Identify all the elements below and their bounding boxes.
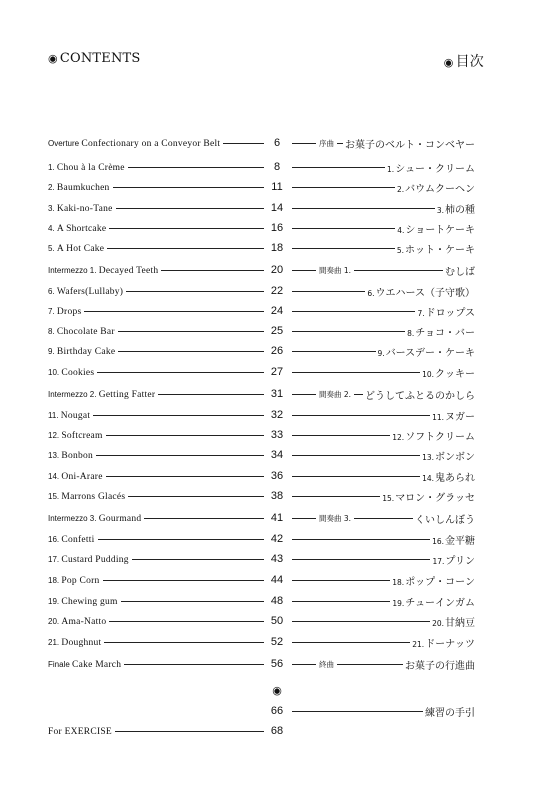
leader-line [292, 372, 420, 373]
leader-line [121, 601, 264, 602]
toc-japanese-entry [292, 177, 475, 197]
toc-english-entry [48, 425, 264, 445]
toc-english-entry [48, 133, 264, 153]
entry-title-japanese: バースデー・ケーキ [385, 347, 475, 359]
page-number: 8 [273, 161, 281, 173]
page-number: 36 [270, 470, 284, 482]
page-number: 24 [270, 305, 284, 317]
toc-japanese-entry [292, 405, 475, 425]
leader-line [292, 228, 395, 229]
entry-number: 17. [48, 554, 60, 564]
entry-title: Confetti [61, 534, 95, 545]
toc-row [0, 591, 560, 611]
section-label: 序曲 [319, 138, 334, 148]
entry-number: 13. [48, 450, 60, 460]
toc-english-entry [48, 405, 264, 425]
entry-number: 20. [432, 618, 444, 628]
leader-line [118, 351, 264, 352]
toc-row [0, 549, 560, 569]
entry-title: Pop Corn [61, 575, 100, 586]
toc-row [0, 721, 560, 741]
entry-number: 7. [417, 308, 425, 318]
toc-row [0, 529, 560, 549]
toc-english-entry [48, 529, 264, 549]
toc-japanese-entry [292, 721, 475, 741]
toc-row [0, 177, 560, 197]
leader-line [84, 311, 264, 312]
toc-japanese-entry [292, 341, 475, 361]
entry-number: 3. [436, 205, 444, 215]
entry-title: Birthday Cake [56, 346, 116, 357]
leader-line [109, 228, 264, 229]
entry-title: Bonbon [61, 450, 93, 461]
page-number: 14 [270, 202, 284, 214]
page-number: 44 [270, 574, 284, 586]
leader-line [337, 664, 403, 665]
leader-line [292, 664, 316, 665]
page-number: 31 [270, 388, 284, 400]
toc-row [0, 632, 560, 652]
toc-english-entry [48, 486, 264, 506]
toc-english-entry [48, 654, 264, 674]
entry-title: Chou à la Crème [56, 162, 125, 173]
entry-title: Decayed Teeth [98, 265, 159, 276]
entry-title-japanese: ショートケーキ [405, 224, 475, 236]
entry-title: Cookies [61, 367, 95, 378]
leader-line [113, 187, 264, 188]
entry-number: 21. [48, 637, 60, 647]
entry-title-japanese: ヌガー [445, 411, 475, 423]
entry-number: 2. [48, 182, 55, 192]
toc-english-entry [48, 570, 264, 590]
entry-title: Custard Pudding [61, 554, 129, 565]
page-number: 27 [270, 366, 284, 378]
toc-row [0, 281, 560, 301]
entry-title: Gourmand [98, 513, 142, 524]
entry-number: 9. [48, 346, 55, 356]
entry-number: 10. [422, 369, 434, 379]
leader-line [292, 311, 415, 312]
leader-line [292, 435, 390, 436]
entry-number: 10. [48, 367, 60, 377]
page-number: 33 [270, 429, 284, 441]
toc-english-entry [48, 301, 264, 321]
leader-line [292, 208, 435, 209]
bullet-icon: ◉ [48, 52, 58, 65]
entry-title-japanese: マロン・グラッセ [395, 492, 475, 504]
toc-japanese-entry [292, 701, 475, 721]
entry-number: 14. [48, 471, 60, 481]
entry-title-japanese: ウエハース（子守歌） [375, 287, 475, 299]
entry-title-japanese: チョコ・バー [415, 327, 475, 339]
toc-japanese-entry [292, 611, 475, 631]
japanese-contents-heading [444, 51, 484, 71]
leader-line [292, 331, 405, 332]
toc-row [0, 198, 560, 218]
entry-title-japanese: 柿の種 [445, 204, 475, 216]
page-number: 50 [270, 615, 284, 627]
page-number: 16 [270, 222, 284, 234]
leader-line [337, 143, 343, 144]
page-number: 38 [270, 490, 284, 502]
leader-line [292, 167, 385, 168]
leader-line [97, 372, 264, 373]
toc-japanese-entry [292, 384, 475, 404]
entry-number: 11. [48, 410, 59, 420]
toc-japanese-entry [292, 425, 475, 445]
japanese-contents-title: 目次 [455, 54, 484, 70]
leader-line [93, 415, 264, 416]
toc-row [0, 362, 560, 382]
leader-line [292, 642, 410, 643]
entry-number: Intermezzo 3. [48, 513, 97, 523]
toc-english-entry [48, 632, 264, 652]
leader-line [104, 642, 264, 643]
entry-title-japanese: ソフトクリーム [405, 431, 475, 443]
entry-title: Marrons Glacés [61, 491, 126, 502]
entry-number: 12. [48, 430, 60, 440]
entry-number: 1. [48, 162, 55, 172]
leader-line [292, 539, 430, 540]
toc-english-entry [48, 260, 264, 280]
toc-row [0, 654, 560, 674]
entry-title-japanese: お菓子の行進曲 [405, 660, 475, 672]
toc-japanese-entry [292, 632, 475, 652]
leader-line [132, 559, 264, 560]
contents-title: CONTENTS [59, 51, 141, 66]
entry-title-japanese: プリン [445, 555, 475, 567]
toc-english-entry [48, 508, 264, 528]
entry-title: A Shortcake [56, 223, 107, 234]
entry-title-japanese: 金平糖 [445, 535, 475, 547]
toc-row [0, 260, 560, 280]
entry-title: Cake March [72, 659, 122, 670]
page-number: 48 [270, 595, 284, 607]
leader-line [292, 291, 365, 292]
entry-number: 5. [48, 243, 55, 253]
toc-row [0, 238, 560, 258]
leader-line [354, 394, 363, 395]
entry-title-japanese: ドロップス [425, 307, 475, 319]
entry-number: 12. [392, 432, 405, 442]
entry-number: Finale [48, 659, 70, 669]
leader-line [98, 539, 264, 540]
leader-line [118, 331, 264, 332]
entry-number: 6. [367, 288, 375, 298]
toc-japanese-entry [292, 445, 475, 465]
toc-japanese-entry [292, 321, 475, 341]
leader-line [292, 496, 380, 497]
toc-japanese-entry [292, 570, 475, 590]
toc-japanese-entry [292, 591, 475, 611]
entry-title-japanese: ボンボン [435, 451, 475, 463]
entry-number: 2. [396, 184, 405, 194]
entry-title: Nougat [60, 410, 91, 421]
entry-title: Kaki-no-Tane [56, 203, 113, 214]
toc-english-entry [48, 591, 264, 611]
section-label: 終曲 [319, 659, 334, 669]
entry-number: 6. [48, 286, 55, 296]
toc-row [0, 508, 560, 528]
toc-row [0, 321, 560, 341]
leader-line [292, 621, 430, 622]
toc-english-entry [48, 445, 264, 465]
leader-line [292, 187, 395, 188]
toc-english-entry [48, 721, 264, 741]
toc-japanese-entry [292, 157, 475, 177]
toc-row [0, 445, 560, 465]
entry-title: Ama-Natto [61, 616, 107, 627]
entry-title-japanese: 鬼あられ [435, 472, 475, 484]
leader-line [292, 270, 316, 271]
entry-number: Intermezzo 2. [48, 389, 97, 399]
toc-japanese-entry [292, 260, 475, 280]
entry-title-japanese: 練習の手引 [425, 707, 475, 719]
entry-title: Oni-Arare [61, 471, 103, 482]
toc-japanese-entry [292, 281, 475, 301]
toc-english-entry [48, 611, 264, 631]
toc-english-entry [48, 362, 264, 382]
entry-title-japanese: ドーナッツ [425, 638, 475, 650]
entry-title: For EXERCISE [48, 726, 112, 737]
leader-line [292, 711, 423, 712]
page-number: 18 [270, 242, 284, 254]
page-number: 25 [270, 325, 284, 337]
leader-line [115, 731, 264, 732]
toc-japanese-entry [292, 466, 475, 486]
leader-line [106, 476, 264, 477]
leader-line [354, 518, 413, 519]
entry-title: Softcream [61, 430, 103, 441]
page-number: 6 [273, 137, 281, 149]
toc-english-entry [48, 549, 264, 569]
page-number: 41 [270, 512, 284, 524]
page-number: 52 [270, 636, 284, 648]
page-number: 26 [270, 345, 284, 357]
toc-japanese-entry [292, 362, 475, 382]
contents-heading [48, 51, 141, 66]
leader-line [292, 518, 316, 519]
leader-line [292, 559, 430, 560]
leader-line [116, 208, 264, 209]
leader-line [109, 621, 264, 622]
entry-title-japanese: どうしてふとるのかしら [365, 390, 475, 402]
toc-row [0, 301, 560, 321]
entry-number: 20. [48, 616, 60, 626]
entry-title: Chocolate Bar [56, 326, 115, 337]
entry-title-japanese: ホット・ケーキ [405, 244, 475, 256]
entry-title-japanese: 甘納豆 [445, 617, 475, 629]
entry-title-japanese: ポップ・コーン [405, 576, 475, 588]
section-label: 間奏曲 1. [319, 265, 352, 275]
entry-number: 11. [432, 412, 444, 422]
entry-title: Getting Fatter [98, 389, 156, 400]
entry-number: 8. [48, 326, 55, 336]
entry-title: Confectionary on a Conveyor Belt [81, 138, 221, 149]
section-label: 間奏曲 3. [319, 513, 352, 523]
toc-english-entry [48, 384, 264, 404]
toc-english-entry [48, 466, 264, 486]
page-number: 20 [270, 264, 284, 276]
page-number: 68 [270, 725, 284, 737]
entry-title: Baumkuchen [56, 182, 110, 193]
page-number: 42 [270, 533, 284, 545]
leader-line [124, 664, 264, 665]
bullet-icon: ◉ [443, 56, 454, 69]
entry-number: 17. [432, 556, 445, 566]
entry-title-japanese: むしば [445, 266, 475, 278]
leader-line [106, 435, 264, 436]
entry-title-japanese: くいしんぼう [415, 514, 475, 526]
toc-english-entry [48, 281, 264, 301]
toc-japanese-entry [292, 508, 475, 528]
leader-line [292, 351, 376, 352]
entry-title-japanese: チューインガム [405, 597, 475, 609]
entry-number: 4. [48, 223, 55, 233]
leader-line [128, 496, 264, 497]
leader-line [223, 143, 264, 144]
entry-number: Intermezzo 1. [48, 265, 97, 275]
entry-title: Drops [56, 306, 82, 317]
entry-title-japanese: シュー・クリーム [395, 163, 475, 175]
entry-number: Overture [48, 138, 80, 148]
leader-line [144, 518, 264, 519]
entry-number: 14. [422, 473, 434, 483]
leader-line [292, 415, 430, 416]
entry-number: 18. [48, 575, 60, 585]
page-number: 34 [270, 449, 284, 461]
toc-row [0, 611, 560, 631]
toc-row [0, 570, 560, 590]
entry-number: 3. [48, 203, 55, 213]
toc-row [0, 133, 560, 153]
page-number: 11 [271, 181, 283, 193]
toc-english-entry [48, 701, 264, 721]
leader-line [96, 455, 264, 456]
toc-english-entry [48, 177, 264, 197]
leader-line [292, 455, 420, 456]
ornament-bullet-icon: ◉ [272, 684, 282, 697]
toc-english-entry [48, 341, 264, 361]
toc-row [0, 405, 560, 425]
toc-japanese-entry [292, 549, 475, 569]
toc-japanese-entry [292, 654, 475, 674]
entry-number: 18. [392, 577, 405, 587]
entry-number: 15. [48, 491, 60, 501]
toc-row [0, 384, 560, 404]
entry-title-japanese: クッキー [435, 368, 475, 380]
entry-number: 4. [397, 225, 405, 235]
entry-number: 21. [412, 639, 425, 649]
leader-line [292, 580, 390, 581]
toc-japanese-entry [292, 486, 475, 506]
page-number: 32 [270, 409, 284, 421]
section-label: 間奏曲 2. [319, 389, 352, 399]
entry-title-japanese: バウムクーヘン [405, 183, 475, 195]
leader-line [126, 291, 264, 292]
page-number: 22 [270, 285, 284, 297]
toc-japanese-entry [292, 218, 475, 238]
toc-row [0, 341, 560, 361]
leader-line [292, 476, 420, 477]
toc-japanese-entry [292, 238, 475, 258]
entry-title-japanese: お菓子のベルト・コンベヤー [345, 139, 475, 151]
entry-number: 16. [432, 536, 444, 546]
toc-english-entry [48, 198, 264, 218]
page-number: 66 [270, 705, 284, 717]
entry-title: Wafers(Lullaby) [56, 286, 124, 297]
toc-english-entry [48, 157, 264, 177]
entry-number: 9. [377, 348, 385, 358]
entry-number: 19. [392, 598, 405, 608]
leader-line [292, 394, 316, 395]
toc-row [0, 157, 560, 177]
entry-number: 15. [382, 493, 395, 503]
leader-line [292, 248, 395, 249]
toc-japanese-entry [292, 529, 475, 549]
toc-english-entry [48, 321, 264, 341]
entry-number: 1. [387, 164, 395, 174]
toc-japanese-entry [292, 301, 475, 321]
toc-japanese-entry [292, 198, 475, 218]
entry-title: A Hot Cake [56, 243, 105, 254]
toc-row [0, 701, 560, 721]
entry-number: 5. [396, 245, 404, 255]
entry-title: Chewing gum [61, 596, 118, 607]
leader-line [158, 394, 264, 395]
page-number: 56 [270, 658, 284, 670]
leader-line [107, 248, 264, 249]
toc-row [0, 218, 560, 238]
leader-line [103, 580, 264, 581]
leader-line [161, 270, 264, 271]
toc-row [0, 466, 560, 486]
entry-title: Doughnut [61, 637, 102, 648]
leader-line [354, 270, 443, 271]
leader-line [292, 601, 390, 602]
toc-english-entry [48, 238, 264, 258]
entry-number: 8. [407, 328, 415, 338]
toc-row [0, 425, 560, 445]
toc-row [0, 486, 560, 506]
entry-number: 16. [48, 534, 60, 544]
leader-line [128, 167, 264, 168]
toc-japanese-entry [292, 133, 475, 153]
toc-english-entry [48, 218, 264, 238]
leader-line [292, 143, 316, 144]
entry-number: 7. [48, 306, 55, 316]
page-number: 43 [270, 553, 284, 565]
entry-number: 13. [422, 452, 434, 462]
entry-number: 19. [48, 596, 60, 606]
